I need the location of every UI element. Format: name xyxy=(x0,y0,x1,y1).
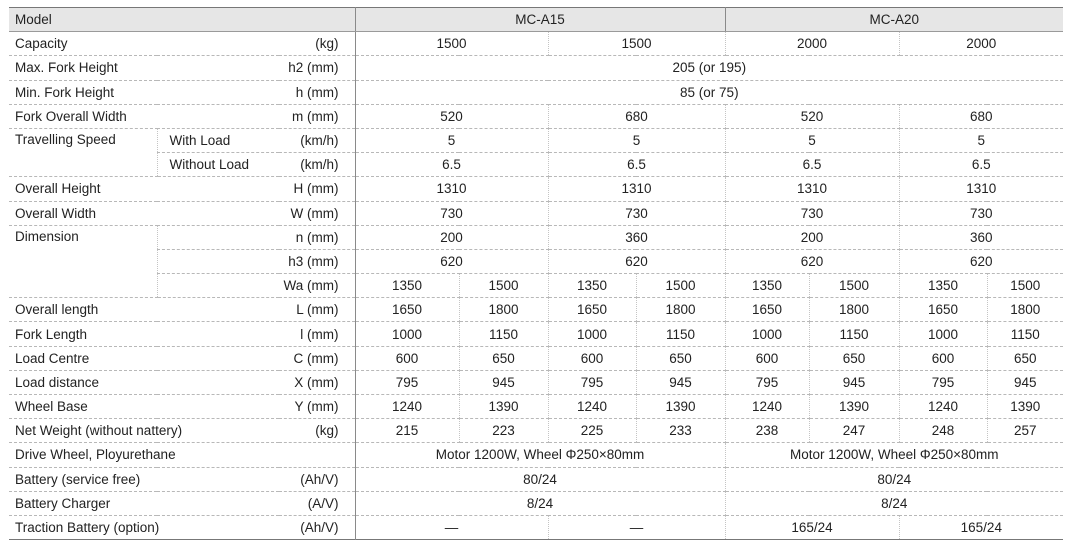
cell: 1150 xyxy=(459,322,548,346)
cell: 1000 xyxy=(725,322,809,346)
cell: 945 xyxy=(809,370,899,394)
cell: 233 xyxy=(636,419,725,443)
cell: 1800 xyxy=(987,298,1063,322)
row-label: Drive Wheel, Ployurethane xyxy=(9,443,279,467)
model-b-header: MC-A20 xyxy=(725,8,1063,32)
cell: 1350 xyxy=(355,274,459,298)
cell: 225 xyxy=(548,419,636,443)
cell: 8/24 xyxy=(355,491,725,515)
spec-sheet xyxy=(9,7,1063,540)
table-row xyxy=(9,32,1063,56)
cell: 620 xyxy=(548,249,725,273)
row-unit: (Ah/V) xyxy=(279,467,355,491)
cell: 6.5 xyxy=(548,153,725,177)
row-unit: h3 (mm) xyxy=(279,249,355,273)
cell: 1350 xyxy=(725,274,809,298)
row-unit: C (mm) xyxy=(279,346,355,370)
row-unit: l (mm) xyxy=(279,322,355,346)
cell: 650 xyxy=(987,346,1063,370)
cell: 620 xyxy=(725,249,899,273)
cell: 1000 xyxy=(355,322,459,346)
table-row xyxy=(9,298,1063,322)
cell: 5 xyxy=(355,128,548,152)
cell: 1150 xyxy=(987,322,1063,346)
cell: Motor 1200W, Wheel Φ250×80mm xyxy=(725,443,1063,467)
spec-table xyxy=(9,7,1063,540)
cell: 1500 xyxy=(355,32,548,56)
row-label: Overall length xyxy=(9,298,279,322)
sub-label xyxy=(157,249,279,273)
sub-label: Without Load xyxy=(157,153,279,177)
table-row xyxy=(9,104,1063,128)
cell: 1310 xyxy=(548,177,725,201)
row-unit: L (mm) xyxy=(279,298,355,322)
cell: 215 xyxy=(355,419,459,443)
cell: 8/24 xyxy=(725,491,1063,515)
table-row xyxy=(9,80,1063,104)
cell: 1500 xyxy=(636,274,725,298)
cell: 600 xyxy=(899,346,987,370)
cell: 5 xyxy=(725,128,899,152)
cell: 1800 xyxy=(459,298,548,322)
row-label: Min. Fork Height xyxy=(9,80,279,104)
cell: 165/24 xyxy=(725,515,899,539)
table-row xyxy=(9,370,1063,394)
row-unit: n (mm) xyxy=(279,225,355,249)
cell: 1390 xyxy=(987,395,1063,419)
row-unit: H (mm) xyxy=(279,177,355,201)
row-label: Load Centre xyxy=(9,346,279,370)
cell: 730 xyxy=(725,201,899,225)
cell: 200 xyxy=(725,225,899,249)
cell: 680 xyxy=(548,104,725,128)
cell: 520 xyxy=(355,104,548,128)
cell: 1240 xyxy=(355,395,459,419)
cell: 238 xyxy=(725,419,809,443)
cell: 1650 xyxy=(725,298,809,322)
table-row xyxy=(9,395,1063,419)
cell: 6.5 xyxy=(899,153,1063,177)
table-row xyxy=(9,346,1063,370)
cell: 945 xyxy=(987,370,1063,394)
row-unit: (Ah/V) xyxy=(279,515,355,539)
cell: 1650 xyxy=(548,298,636,322)
cell: 205 (or 195) xyxy=(355,56,1063,80)
cell: Motor 1200W, Wheel Φ250×80mm xyxy=(355,443,725,467)
row-unit: h (mm) xyxy=(279,80,355,104)
row-unit xyxy=(279,443,355,467)
cell: 5 xyxy=(548,128,725,152)
row-unit: (km/h) xyxy=(279,153,355,177)
cell: 795 xyxy=(725,370,809,394)
table-row xyxy=(9,322,1063,346)
cell: 795 xyxy=(355,370,459,394)
row-label: Overall Height xyxy=(9,177,279,201)
sub-label xyxy=(157,274,279,298)
cell: 1390 xyxy=(809,395,899,419)
cell: 1240 xyxy=(899,395,987,419)
row-label: Wheel Base xyxy=(9,395,279,419)
table-row xyxy=(9,274,1063,298)
cell: 1000 xyxy=(548,322,636,346)
table-row xyxy=(9,443,1063,467)
cell: 795 xyxy=(899,370,987,394)
table-row xyxy=(9,249,1063,273)
cell: 1150 xyxy=(809,322,899,346)
row-label: Overall Width xyxy=(9,201,279,225)
cell: 2000 xyxy=(899,32,1063,56)
cell: 1000 xyxy=(899,322,987,346)
cell: — xyxy=(355,515,548,539)
cell: 247 xyxy=(809,419,899,443)
cell: 730 xyxy=(548,201,725,225)
cell: 1310 xyxy=(725,177,899,201)
row-unit: (kg) xyxy=(279,419,355,443)
cell: 80/24 xyxy=(725,467,1063,491)
cell: 80/24 xyxy=(355,467,725,491)
cell: 1390 xyxy=(459,395,548,419)
table-row xyxy=(9,201,1063,225)
cell: 6.5 xyxy=(355,153,548,177)
cell: 257 xyxy=(987,419,1063,443)
row-unit: (km/h) xyxy=(279,128,355,152)
cell: 730 xyxy=(355,201,548,225)
row-label: Battery (service free) xyxy=(9,467,279,491)
cell: 6.5 xyxy=(725,153,899,177)
cell: 1240 xyxy=(548,395,636,419)
cell: 730 xyxy=(899,201,1063,225)
cell: 680 xyxy=(899,104,1063,128)
row-label: Fork Overall Width xyxy=(9,104,279,128)
row-label: Load distance xyxy=(9,370,279,394)
sub-label xyxy=(157,225,279,249)
row-label: Capacity xyxy=(9,32,279,56)
cell: 1800 xyxy=(809,298,899,322)
cell: 1500 xyxy=(459,274,548,298)
cell: 200 xyxy=(355,225,548,249)
cell: 360 xyxy=(548,225,725,249)
cell: 165/24 xyxy=(899,515,1063,539)
cell: 600 xyxy=(725,346,809,370)
row-label: Battery Charger xyxy=(9,491,279,515)
cell: 1350 xyxy=(548,274,636,298)
cell: 1310 xyxy=(899,177,1063,201)
row-unit: Wa (mm) xyxy=(279,274,355,298)
cell: 600 xyxy=(548,346,636,370)
cell: 945 xyxy=(459,370,548,394)
cell: 620 xyxy=(355,249,548,273)
cell: 5 xyxy=(899,128,1063,152)
cell: 1390 xyxy=(636,395,725,419)
sub-label: With Load xyxy=(157,128,279,152)
cell: 650 xyxy=(636,346,725,370)
cell: 600 xyxy=(355,346,459,370)
cell: 1350 xyxy=(899,274,987,298)
table-row xyxy=(9,467,1063,491)
row-unit: h2 (mm) xyxy=(279,56,355,80)
cell: 795 xyxy=(548,370,636,394)
model-a-header: MC-A15 xyxy=(355,8,725,32)
cell: 1650 xyxy=(899,298,987,322)
cell: 1650 xyxy=(355,298,459,322)
table-row xyxy=(9,153,1063,177)
cell: 520 xyxy=(725,104,899,128)
cell: 1500 xyxy=(809,274,899,298)
row-label: Net Weight (without nattery) xyxy=(9,419,279,443)
cell: 2000 xyxy=(725,32,899,56)
row-unit: m (mm) xyxy=(279,104,355,128)
cell: 85 (or 75) xyxy=(355,80,1063,104)
cell: 945 xyxy=(636,370,725,394)
cell: 650 xyxy=(459,346,548,370)
row-label: Travelling Speed xyxy=(9,128,157,176)
table-row xyxy=(9,56,1063,80)
cell: 1800 xyxy=(636,298,725,322)
table-row xyxy=(9,177,1063,201)
table-row xyxy=(9,128,1063,152)
row-unit: (kg) xyxy=(279,32,355,56)
row-label: Traction Battery (option) xyxy=(9,515,279,539)
row-unit: X (mm) xyxy=(279,370,355,394)
cell: 1310 xyxy=(355,177,548,201)
model-header: Model xyxy=(9,8,355,32)
cell: 1150 xyxy=(636,322,725,346)
cell: 1500 xyxy=(548,32,725,56)
row-label: Fork Length xyxy=(9,322,279,346)
table-row xyxy=(9,515,1063,539)
table-row xyxy=(9,225,1063,249)
row-unit: Y (mm) xyxy=(279,395,355,419)
row-label: Dimension xyxy=(9,225,157,298)
cell: 360 xyxy=(899,225,1063,249)
header-row xyxy=(9,8,1063,32)
cell: 248 xyxy=(899,419,987,443)
cell: 620 xyxy=(899,249,1063,273)
table-row xyxy=(9,419,1063,443)
table-row xyxy=(9,491,1063,515)
row-label: Max. Fork Height xyxy=(9,56,279,80)
cell: 223 xyxy=(459,419,548,443)
row-unit: (A/V) xyxy=(279,491,355,515)
cell: — xyxy=(548,515,725,539)
row-unit: W (mm) xyxy=(279,201,355,225)
cell: 1240 xyxy=(725,395,809,419)
cell: 650 xyxy=(809,346,899,370)
cell: 1500 xyxy=(987,274,1063,298)
